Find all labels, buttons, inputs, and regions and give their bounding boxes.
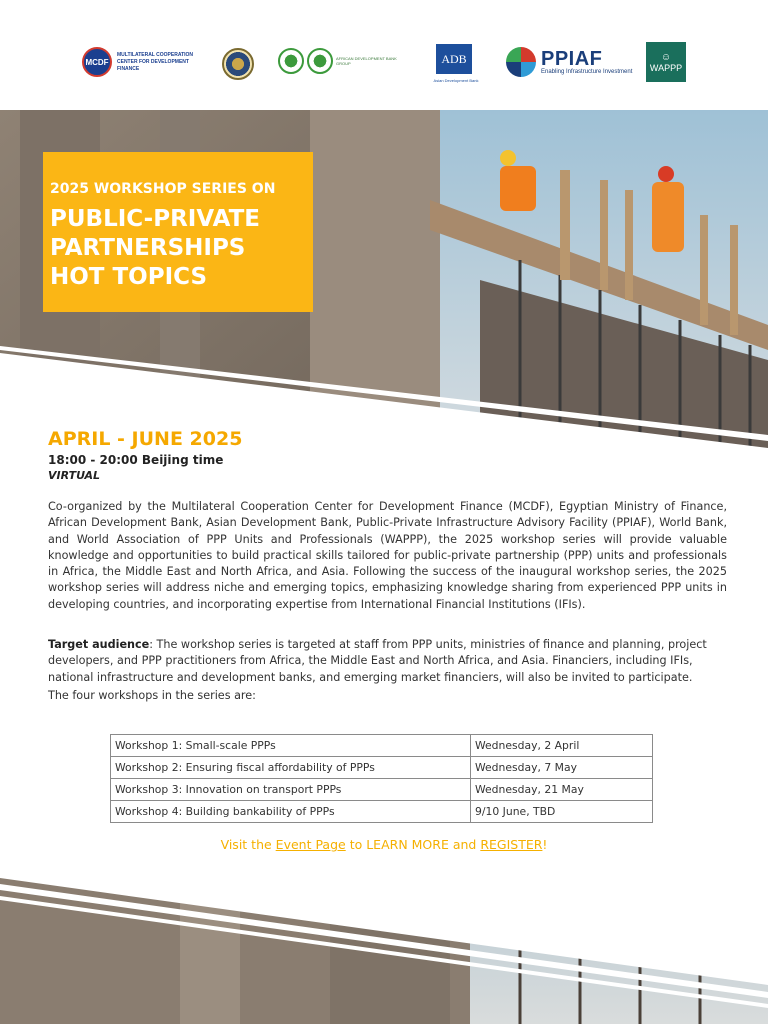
workshops-intro: The four workshops in the series are: xyxy=(48,689,256,702)
call-to-action xyxy=(0,837,768,852)
workshop-date: 9/10 June, TBD xyxy=(471,801,653,823)
audience-paragraph xyxy=(48,637,727,686)
register-link[interactable]: REGISTER xyxy=(480,837,543,852)
wappp-logo xyxy=(646,42,686,82)
event-time: 18:00 - 20:00 Beijing time xyxy=(48,453,224,467)
intro-paragraph: Co-organized by the Multilateral Cooperation Center for Development Finance (MCDF), Egyptian Ministry of Finance, African Development Bank, Asian Development Bank, Public-Private Infrastructure Advisory Facility (PPIAF), World Bank, and World Association of PPP Units and Professionals (WAPPP), the 2025 workshop series will provide valuable knowledge and opportunities to build practical skills tailored for public-private partnership (PPP) units and professionals in Africa, the Middle East and North Africa, and Asia. Following the success of the inaugural workshop series, the 2025 workshop series will address niche and emerging topics, emphasizing knowledge sharing from experienced PPP units in developing countries, and incorporating expertise from International Financial Institutions (IFIs). xyxy=(48,500,727,611)
workshop-title: Workshop 2: Ensuring fiscal affordability of PPPs xyxy=(111,757,471,779)
title-line-3: HOT TOPICS xyxy=(50,264,208,290)
mcdf-emblem xyxy=(82,47,112,77)
table-row xyxy=(111,801,653,823)
workshop-date: Wednesday, 2 April xyxy=(471,735,653,757)
ppiaf-tagline: Enabling Infrastructure Investment xyxy=(541,69,633,75)
title-line-1: PUBLIC-PRIVATE xyxy=(50,206,261,232)
workshop-title: Workshop 3: Innovation on transport PPPs xyxy=(111,779,471,801)
workshop-date: Wednesday, 7 May xyxy=(471,757,653,779)
table-row xyxy=(111,779,653,801)
ppiaf-name: PPIAF xyxy=(541,48,603,70)
series-eyebrow: 2025 WORKSHOP SERIES ON xyxy=(50,181,276,197)
table-row xyxy=(111,757,653,779)
footer-construction-photo xyxy=(0,870,768,1024)
wappp-name: WAPPP xyxy=(649,62,683,73)
ppiaf-logo xyxy=(506,47,632,77)
event-date-range: APRIL - JUNE 2025 xyxy=(48,428,243,450)
audience-label: Target audience xyxy=(48,638,150,651)
adb-name: Asian Development Bank xyxy=(433,78,479,83)
event-format: VIRTUAL xyxy=(48,469,101,482)
cta-suffix: ! xyxy=(542,837,548,852)
mcdf-logo xyxy=(82,47,207,77)
partner-logo-bar xyxy=(0,0,768,110)
workshop-date: Wednesday, 21 May xyxy=(471,779,653,801)
wappp-mark xyxy=(646,42,686,82)
mcdf-abbr: MCDF xyxy=(85,57,109,67)
audience-text: : The workshop series is targeted at staff from PPP units, ministries of finance and planning, project developers, and PPP practitioners from Africa, the Middle East and North Africa, and Asia. Financiers, including IFIs, national infrastructure and development banks, and emerging market financiers, will also be invited to participate. xyxy=(48,638,707,684)
workshop-title: Workshop 1: Small-scale PPPs xyxy=(111,735,471,757)
afdb-name: AFRICAN DEVELOPMENT BANK GROUP xyxy=(336,56,397,66)
seal-icon xyxy=(222,48,254,80)
adb-mark: ADB xyxy=(436,44,472,74)
africa-icon xyxy=(278,48,304,74)
cta-middle: to LEARN MORE and xyxy=(345,837,481,852)
event-page-link[interactable]: Event Page xyxy=(275,837,346,852)
title-line-2: PARTNERSHIPS xyxy=(50,235,246,261)
afdb-logo xyxy=(278,48,406,74)
egypt-ministry-seal xyxy=(222,48,254,80)
adb-logo xyxy=(433,44,479,83)
workshop-title: Workshop 4: Building bankability of PPPs xyxy=(111,801,471,823)
ppiaf-globe-icon xyxy=(506,47,536,77)
mcdf-name: MULTILATERAL COOPERATION CENTER FOR DEVELOPMENT FINANCE xyxy=(117,51,194,72)
africa-icon-2 xyxy=(307,48,333,74)
workshop-table xyxy=(110,734,653,823)
page-title xyxy=(50,205,260,292)
table-row xyxy=(111,735,653,757)
signal-icon: ☺ xyxy=(660,51,672,63)
cta-prefix: Visit the xyxy=(220,837,276,852)
